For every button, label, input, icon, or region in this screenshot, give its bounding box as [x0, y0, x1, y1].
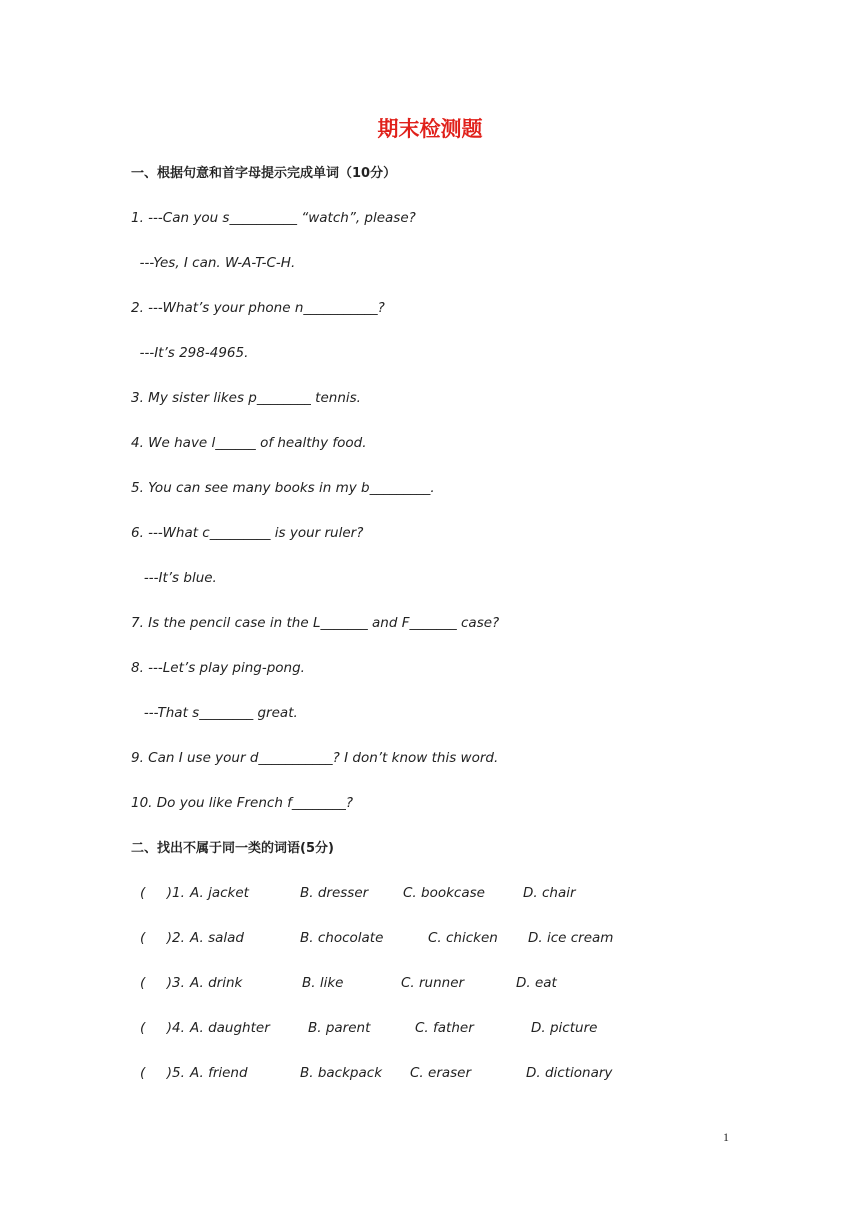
page-number: 1 — [723, 1130, 729, 1144]
question-line: 8. ---Let’s play ping-pong. — [131, 660, 305, 676]
option-d: D. dictionary — [526, 1065, 613, 1081]
answer-blank: ( )2. — [140, 930, 185, 946]
option-b: B. parent — [308, 1020, 371, 1036]
option-b: B. backpack — [300, 1065, 383, 1081]
option-d: D. chair — [523, 885, 576, 901]
option-c: C. eraser — [410, 1065, 472, 1081]
question-line: 6. ---What c_________ is your ruler? — [131, 525, 364, 541]
option-b: B. like — [302, 975, 344, 991]
option-c: C. bookcase — [403, 885, 485, 901]
section-heading-1: 一、根据句意和首字母提示完成单词（10分） — [131, 166, 397, 181]
option-c: C. runner — [401, 975, 465, 991]
question-line: ---Yes, I can. W-A-T-C-H. — [131, 255, 296, 271]
option-d: D. ice cream — [528, 930, 614, 946]
question-line: 10. Do you like French f________? — [131, 795, 354, 811]
answer-blank: ( )3. — [140, 975, 185, 991]
option-a: A. drink — [190, 975, 243, 991]
section-heading-2: 二、找出不属于同一类的词语(5分) — [131, 841, 334, 856]
option-a: A. salad — [190, 930, 244, 946]
question-line: ---That s________ great. — [131, 705, 298, 721]
option-c: C. father — [415, 1020, 474, 1036]
answer-blank: ( )5. — [140, 1065, 185, 1081]
option-a: A. daughter — [190, 1020, 270, 1036]
question-line: ---It’s blue. — [131, 570, 217, 586]
question-line: 7. Is the pencil case in the L_______ and F_______ case? — [131, 615, 500, 631]
option-b: B. chocolate — [300, 930, 384, 946]
question-line: 5. You can see many books in my b_________. — [131, 480, 435, 496]
question-line: 9. Can I use your d___________? I don’t know this word. — [131, 750, 499, 766]
question-line: 1. ---Can you s__________ “watch”, please? — [131, 210, 416, 226]
page-title: 期末检测题 — [377, 116, 483, 141]
answer-blank: ( )1. — [140, 885, 185, 901]
question-line: ---It’s 298-4965. — [131, 345, 249, 361]
question-line: 4. We have l______ of healthy food. — [131, 435, 367, 451]
option-d: D. eat — [516, 975, 557, 991]
option-d: D. picture — [531, 1020, 598, 1036]
answer-blank: ( )4. — [140, 1020, 185, 1036]
option-c: C. chicken — [428, 930, 498, 946]
option-a: A. friend — [190, 1065, 248, 1081]
question-line: 2. ---What’s your phone n___________? — [131, 300, 385, 316]
question-line: 3. My sister likes p________ tennis. — [131, 390, 361, 406]
option-b: B. dresser — [300, 885, 369, 901]
option-a: A. jacket — [190, 885, 249, 901]
